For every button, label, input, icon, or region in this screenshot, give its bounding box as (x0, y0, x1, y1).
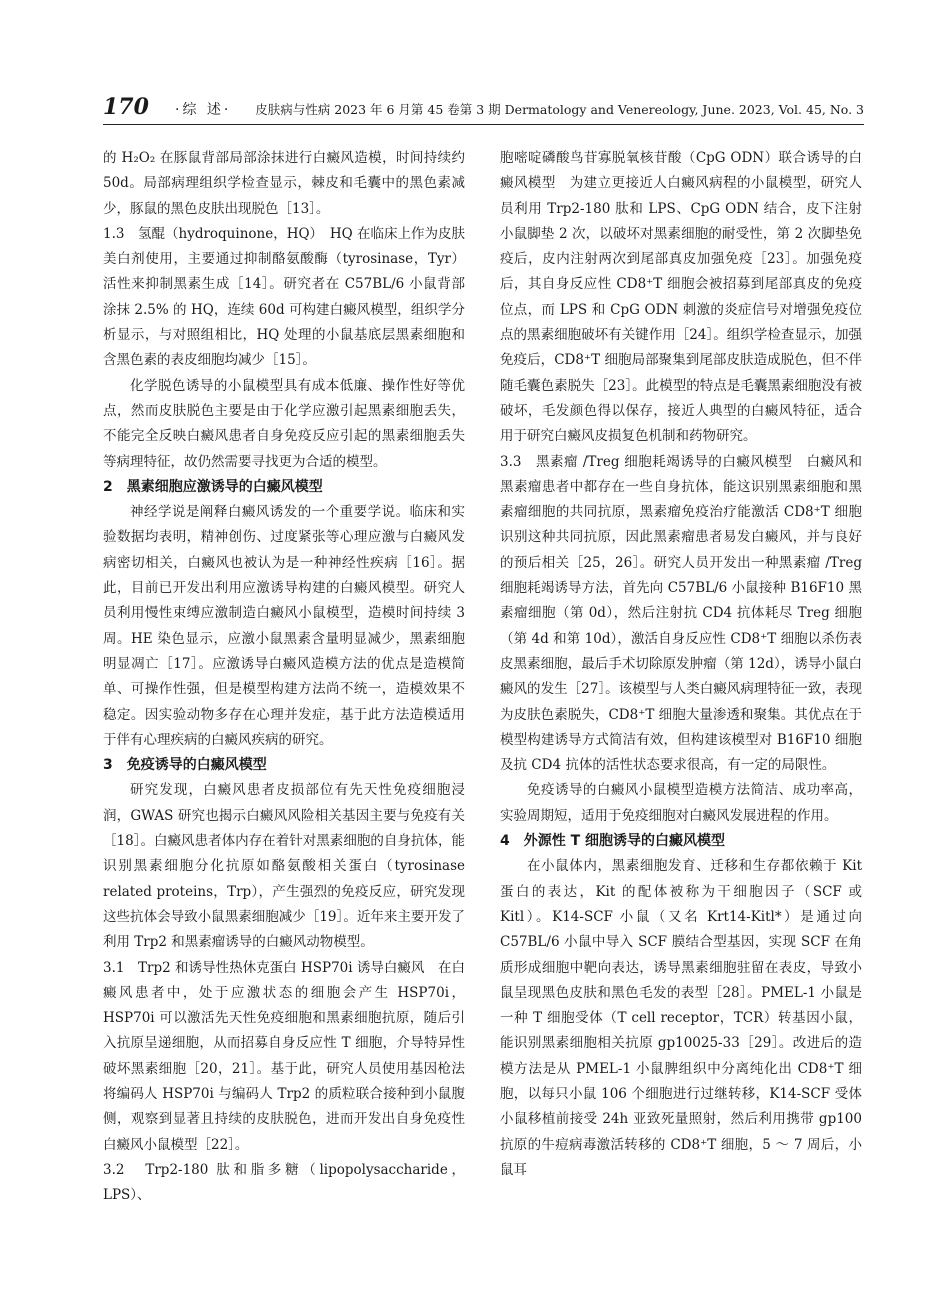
header-rule (103, 124, 864, 125)
right-column (500, 146, 862, 1183)
paragraph: 研究发现，白癜风患者皮损部位有先天性免疫细胞浸润，GWAS 研究也揭示白癜风风险相关基因主要与免疫有关［18］。白癜风患者体内存在着针对黑素细胞的自身抗体，能识别黑素细胞分化抗原如酪氨酸相关蛋白（tyrosinase related proteins，Trp），产生强烈的免疫反应，研究发现这些抗体会导致小鼠黑素细胞减少［19］。近年来主要开发了利用 Trp2 和黑素瘤诱导的白癜风动物模型。 (103, 782, 465, 951)
paragraph: 3.3 黑素瘤 /Treg 细胞耗竭诱导的白癜风模型 白癜风和黑素瘤患者中都存在一些自身抗体，能这识别黑素细胞和黑素瘤细胞的共同抗原，黑素瘤免疫治疗能激活 CD8⁺T 细胞识别这种共同抗原，因此黑素瘤患者易发白癜风，并与良好的预后相关［25，26］。研究人员开发出一种黑素瘤 /Treg 细胞耗竭诱导方法，首先向 C57BL/6 小鼠接种 B16F10 黑素瘤细胞（第 0d），然后注射抗 CD4 抗体耗尽 Treg 细胞（第 4d 和第 10d），激活自身反应性 CD8⁺T 细胞以杀伤表皮黑素细胞，最后手术切除原发肿瘤（第 12d），诱导小鼠白癜风的发生［27］。该模型与人类白癜风病理特征一致，表现为皮肤色素脱失，CD8⁺T 细胞大量渗透和聚集。其优点在于模型构建诱导方式简洁有效，但构建该模型对 B16F10 细胞及抗 CD4 抗体的活性状态要求很高，有一定的局限性。 (500, 453, 862, 774)
section-heading: 3 免疫诱导的白癜风模型 (103, 757, 267, 774)
paragraph: 1.3 氢醌（hydroquinone，HQ） HQ 在临床上作为皮肤美白剂使用，主要通过抑制酪氨酸酶（tyrosinase，Tyr）活性来抑制黑素生成［14］。研究者在 C57BL/6 小鼠背部涂抹 2.5% 的 HQ，连续 60d 可构建白癜风模型，组织学分析显示，与对照组相比，HQ 处理的小鼠基底层黑素细胞和含黑色素的表皮细胞均减少［15］。 (103, 225, 465, 369)
paragraph: 神经学说是阐释白癜风诱发的一个重要学说。临床和实验数据均表明，精神创伤、过度紧张等心理应激与白癜风发病密切相关，白癜风也被认为是一种神经性疾病［16］。据此，目前已开发出利用应激诱导构建的白癜风模型。研究人员利用慢性束缚应激制造白癜风小鼠模型，造模时间持续 3 周。HE 染色显示，应激小鼠黑素含量明显减少，黑素细胞明显凋亡［17］。应激诱导白癜风造模方法的优点是造模简单、可操作性强，但是模型构建方法尚不统一，造模效果不稳定。因实验动物多存在心理并发症，基于此方法造模适用于伴有心理疾病的白癜风疾病的研究。 (103, 504, 465, 748)
paragraph: 3.2 Trp2-180 肽和脂多糖（lipopolysaccharide，LPS）、 (103, 1161, 465, 1204)
paragraph: 的 H₂O₂ 在豚鼠背部局部涂抹进行白癜风造模，时间持续约 50d。局部病理组织学检查显示，棘皮和毛囊中的黑色素减少，豚鼠的黑色皮肤出现脱色［13］。 (103, 150, 465, 217)
paragraph: 化学脱色诱导的小鼠模型具有成本低廉、操作性好等优点，然而皮肤脱色主要是由于化学应激引起黑素细胞丢失，不能完全反映白癜风患者自身免疫反应引起的黑素细胞丢失等病理特征，故仍然需要寻找更为合适的模型。 (103, 377, 465, 470)
paragraph: 免疫诱导的白癜风小鼠模型造模方法简洁、成功率高，实验周期短，适用于免疫细胞对白癜风发展进程的作用。 (500, 782, 862, 824)
page-header (103, 94, 864, 124)
section-label: ·综 述· (175, 102, 232, 118)
paragraph: 3.1 Trp2 和诱导性热休克蛋白 HSP70i 诱导白癜风 在白癜风患者中，处于应激状态的细胞会产生 HSP70i，HSP70i 可以激活先天性免疫细胞和黑素细胞抗原，随后引入抗原呈递细胞，从而招募自身反应性 T 细胞，介导特异性破坏黑素细胞［20，21］。基于此，研究人员使用基因枪法将编码人 HSP70i 与编码人 Trp2 的质粒联合接种到小鼠腹侧，观察到显著且持续的皮肤脱色，进而开发出自身免疫性白癜风小鼠模型［22］。 (103, 959, 465, 1153)
journal-citation: 皮肤病与性病 2023 年 6 月第 45 卷第 3 期 Dermatology and Venereology, June. 2023, Vol. 45, No. 3 (255, 102, 864, 117)
section-heading: 4 外源性 T 细胞诱导的白癜风模型 (500, 833, 726, 850)
left-column (103, 146, 465, 1208)
section-heading: 2 黑素细胞应激诱导的白癜风模型 (103, 478, 323, 495)
page-number: 170 (103, 94, 149, 120)
paragraph: 胞嘧啶磷酸鸟苷寡脱氧核苷酸（CpG ODN）联合诱导的白癜风模型 为建立更接近人白癜风病程的小鼠模型，研究人员利用 Trp2-180 肽和 LPS、CpG ODN 结合，皮下注射小鼠脚垫 2 次，以破坏对黑素细胞的耐受性，第 2 次脚垫免疫后，皮内注射两次到尾部真皮加强免疫［23］。加强免疫后，其自身反应性 CD8⁺T 细胞会被招募到尾部真皮的免疫位点，而 LPS 和 CpG ODN 刺激的炎症信号对增强免疫位点的黑素细胞破坏有关键作用［24］。组织学检查显示，加强免疫后，CD8⁺T 细胞局部聚集到尾部皮肤造成脱色，但不伴随毛囊色素脱失［23］。此模型的特点是毛囊黑素细胞没有被破坏，毛发颜色得以保存，接近人典型的白癜风特征，适合用于研究白癜风皮损复色机制和药物研究。 (500, 150, 862, 445)
paragraph: 在小鼠体内，黑素细胞发育、迁移和生存都依赖于 Kit 蛋白的表达，Kit 的配体被称为干细胞因子（SCF 或 Kitl）。K14-SCF 小鼠（又名 Krt14-Kitl*）是通过向 C57BL/6 小鼠中导入 SCF 膜结合型基因，实现 SCF 在角质形成细胞中靶向表达，诱导黑素细胞驻留在表皮，导致小鼠呈现黑色皮肤和黑色毛发的表型［28］。PMEL-1 小鼠是一种 T 细胞受体（T cell receptor，TCR）转基因小鼠，能识别黑素细胞相关抗原 gp10025-33［29］。改进后的造模方法是从 PMEL-1 小鼠脾组织中分离纯化出 CD8⁺T 细胞，以每只小鼠 106 个细胞进行过继转移，K14-SCF 受体小鼠移植前接受 24h 亚致死量照射，然后利用携带 gp100 抗原的牛痘病毒激活转移的 CD8⁺T 细胞，5 ～ 7 周后，小鼠耳 (500, 858, 862, 1178)
